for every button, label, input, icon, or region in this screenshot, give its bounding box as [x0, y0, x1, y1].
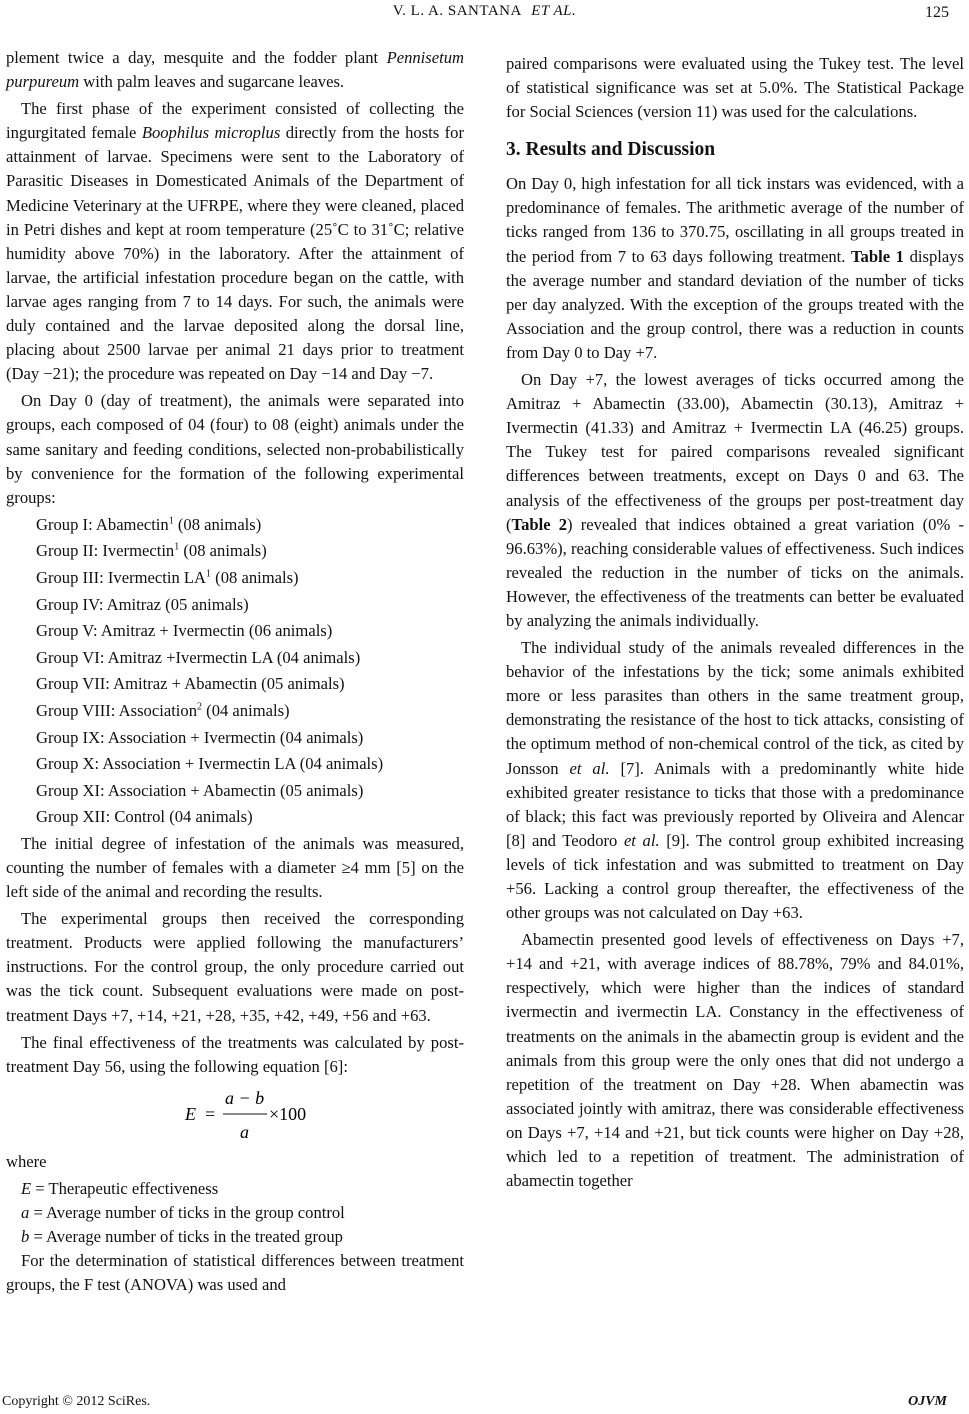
symbol: b [21, 1227, 30, 1247]
equation-graphic [145, 1082, 325, 1146]
equation-definitions [6, 1177, 464, 1249]
text: [9]. The control group exhibited increasing levels of tick infestation and was submitted to treatment on Day +56. Lacking a control group thereafter, the effectiveness of the other groups was not calculated on Day +63. [506, 830, 964, 923]
paragraph [6, 97, 464, 386]
text: [7]. Animals with a predominantly white hide exhibited greater resistance to ticks that those with a predominance of black; this fact was previously reported by Oliveira and Alencar [8] and Teodoro [506, 758, 964, 850]
group-item [6, 646, 464, 670]
footnote-mark: 1 [206, 568, 212, 580]
text: with palm leaves and sugarcane leaves. [79, 72, 345, 92]
table-reference: Table 1 [851, 246, 904, 266]
effectiveness-equation [6, 1082, 464, 1146]
species-name: Boophilus microplus [141, 123, 281, 143]
group-item [6, 566, 464, 590]
species-name: Pennisetum purpureum [6, 48, 464, 92]
group-item [6, 672, 464, 696]
paragraph: For the determination of statistical differences between treatment groups, the F test (ANOVA) was used and [6, 1251, 464, 1295]
group-item [6, 619, 464, 643]
text: Group V: Amitraz + Ivermectin (06 animals) [36, 621, 333, 641]
definition-item [6, 1201, 464, 1225]
text: = Therapeutic effectiveness [31, 1178, 219, 1198]
footnote-mark: 1 [168, 515, 174, 527]
text: displays the average number and standard deviation of the number of ticks per day analyzed. With the exception of the groups treated with the Association and the group control, there was a reduction in counts from Day 0 to Day +7. [506, 246, 964, 362]
text: = Average number of ticks in the group control [29, 1203, 345, 1223]
symbol: a [21, 1203, 30, 1223]
section-heading: 3. Results and Discussion [506, 139, 716, 161]
text: On Day 0, high infestation for all tick instars was evidenced, with a predominance of females. The arithmetic average of the number of ticks ranged from 136 to 370.75, oscillating in all groups treated in the period from 7 to 63 days following treatment. [506, 174, 964, 266]
left-column [6, 46, 464, 1300]
equation-numerator: a − b [225, 1087, 265, 1108]
text: Group VI: Amitraz +Ivermectin LA (04 animals) [36, 647, 361, 667]
text: Group XI: Association + Abamectin (05 animals) [36, 780, 364, 800]
footnote-mark: 1 [174, 541, 180, 553]
running-head-authors: V. L. A. SANTANA [392, 3, 521, 19]
paragraph [506, 368, 964, 633]
text: Group III: Ivermectin LA [36, 567, 207, 587]
group-item [6, 593, 464, 617]
page-header [0, 0, 969, 30]
text: Group VII: Amitraz + Abamectin (05 animals) [36, 674, 345, 694]
group-list [6, 513, 464, 829]
page-number: 125 [925, 4, 949, 21]
paragraph [6, 46, 464, 94]
group-item [6, 539, 464, 563]
paragraph [506, 172, 964, 365]
group-item [6, 726, 464, 750]
citation-etal: et al. [623, 830, 660, 850]
where-label: where [6, 1151, 47, 1171]
text: Group X: Association + Ivermectin LA (04 animals) [36, 754, 384, 774]
text: plement twice a day, mesquite and the fodder plant [6, 48, 387, 67]
journal-abbreviation: OJVM [908, 1394, 947, 1409]
paragraph: Abamectin presented good levels of effectiveness on Days +7, +14 and +21, with average indices of 88.78%, 79% and 84.01%, respectively, which were higher than the indices of standard ivermectin and ivermectin LA. Constancy in the effectiveness of treatments on the animals in the abamectin group is evident and the animals from this group were the only ones that did not undergo a repetition of the treatment on Day +28. When abamectin was associated jointly with amitraz, there was considerable effectiveness on Days +7, +14 and +21, but tick counts were higher on Day +28, which led to a repetition of treatment. The administration of abamectin together [506, 930, 964, 1191]
running-head [0, 3, 969, 20]
text: On Day +7, the lowest averages of ticks occurred among the Amitraz + Abamectin (33.00), Abamectin (30.13), Amitraz + Ivermectin (41.33) and Amitraz + Ivermectin LA (46.25) groups. The Tukey test for paired comparisons revealed significant differences between treatments, except on Days 0 and 63. The analysis of the effectiveness of the groups per post-treatment day ( [506, 370, 964, 534]
paragraph: On Day 0 (day of treatment), the animals were separated into groups, each composed of 04 (four) to 08 (eight) animals under the same sanitary and feeding conditions, selected non-probabilistically by convenience for the formation of the following experimental groups: [6, 391, 464, 507]
group-item [6, 699, 464, 723]
group-item [6, 779, 464, 803]
text: (08 animals) [179, 541, 267, 561]
table-reference: Table 2 [511, 514, 568, 534]
equation-denominator: a [240, 1121, 249, 1142]
paragraph [506, 636, 964, 925]
copyright-notice: Copyright © 2012 SciRes. [2, 1394, 151, 1409]
text: Group IV: Amitraz (05 animals) [36, 594, 249, 614]
equation-lhs: E [185, 1103, 196, 1124]
text: (04 animals) [202, 700, 290, 720]
group-item [6, 513, 464, 537]
group-item [6, 752, 464, 776]
running-head-etal: ET AL. [531, 3, 577, 19]
text: Group IX: Association + Ivermectin (04 animals) [36, 727, 364, 747]
text: Group I: Abamectin [36, 514, 169, 534]
equation-multiplier: ×100 [269, 1103, 307, 1124]
right-column [506, 52, 964, 1196]
paragraph: paired comparisons were evaluated using the Tukey test. The level of statistical significance was set at 5.0%. The Statistical Package for Social Sciences (version 11) was used for the calculations. [506, 54, 964, 122]
definition-item [6, 1177, 464, 1201]
text: The individual study of the animals revealed differences in the behavior of the infestations by the tick; some animals exhibited more or less parasites than others in the same treatment group, demonstrating the resistance of the host to tick attacks, consisting of the optimum method of non-chemical control of the tick, as cited by Jonsson [506, 638, 964, 778]
text: (08 animals) [173, 514, 262, 534]
citation-etal: et al. [569, 758, 610, 778]
text: ) revealed that indices obtained a great variation (0% - 96.63%), reaching considerable values of effectiveness. Such indices revealed the reduction in the number of ticks on the animals. However, the effectiveness of the treatments can better be evaluated by analyzing the animals individually. [506, 514, 964, 630]
paragraph: The experimental groups then received the corresponding treatment. Products were applied following the manufacturers’ instructions. For the control group, the only procedure carried out was the tick count. Subsequent evaluations were made on post-treatment Days +7, +14, +21, +28, +35, +42, +49, +56 and +63. [6, 909, 464, 1025]
footnote-mark: 2 [197, 701, 203, 713]
paragraph: The initial degree of infestation of the animals was measured, counting the number of females with a diameter ≥4 mm [5] on the left side of the animal and recording the results. [6, 833, 464, 902]
text: = Average number of ticks in the treated group [29, 1227, 343, 1247]
text: (08 animals) [211, 567, 299, 587]
text: Group VIII: Association [36, 700, 198, 720]
symbol: E [21, 1178, 32, 1198]
equation-equals: = [205, 1103, 216, 1124]
text: The first phase of the experiment consisted of collecting the ingurgitated female [6, 99, 464, 143]
paragraph: The final effectiveness of the treatments was calculated by post-treatment Day 56, using the following equation [6]: [6, 1032, 464, 1076]
text: directly from the hosts for attainment of larvae. Specimens were sent to the Laboratory of Parasitic Diseases in Domesticated Animals of the Department of Medicine Veterinary at the UFRPE, where they were cleaned, placed in Petri dishes and kept at room temperature (25˚C to 31˚C; relative humidity above 70%) in the laboratory. After the attainment of larvae, the artificial infestation procedure began on the cattle, with larvae ages ranging from 7 to 14 days. For such, the animals were duly contained and the larvae deposited along the dorsal line, placing about 2500 larvae per animal 21 days prior to treatment (Day −21); the procedure was repeated on Day −14 and Day −7. [6, 123, 464, 384]
text: Group XII: Control (04 animals) [36, 807, 253, 827]
text: Group II: Ivermectin [36, 541, 175, 561]
definition-item [6, 1225, 464, 1249]
group-item [6, 805, 464, 829]
